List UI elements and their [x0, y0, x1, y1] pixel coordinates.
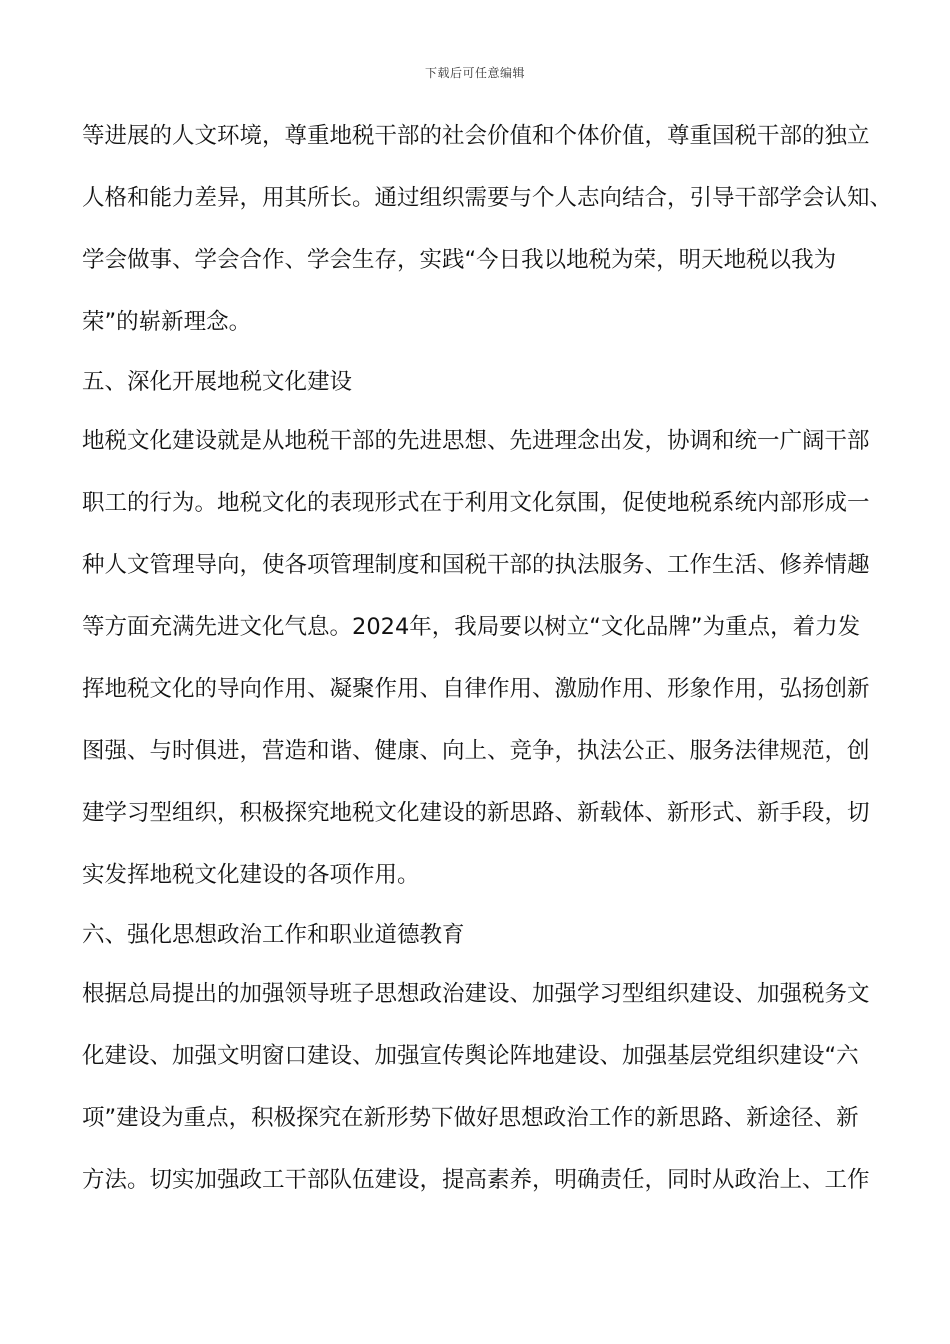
paragraph-line: 种人文管理导向，使各项管理制度和国税干部的执法服务、工作生活、修养情趣: [82, 552, 870, 578]
paragraph-line: 荣”的崭新理念。: [82, 309, 252, 335]
paragraph-line: 根据总局提出的加强领导班子思想政治建设、加强学习型组织建设、加强税务文: [82, 981, 870, 1007]
paragraph-line: 实发挥地税文化建设的各项作用。: [82, 862, 420, 888]
paragraph-line: 等进展的人文环境，尊重地税干部的社会价值和个体价值，尊重国税干部的独立: [82, 123, 870, 149]
section-heading: 五、深化开展地税文化建设: [82, 369, 353, 395]
paragraph-line: 人格和能力差异，用其所长。通过组织需要与个人志向结合，引导干部学会认知、: [82, 185, 893, 211]
paragraph-line: 学会做事、学会合作、学会生存，实践“今日我以地税为荣，明天地税以我为: [82, 247, 837, 273]
paragraph-line: 地税文化建设就是从地税干部的先进思想、先进理念出发，协调和统一广阔干部: [82, 428, 870, 454]
paragraph-line: 项”建设为重点，积极探究在新形势下做好思想政治工作的新思路、新途径、新: [82, 1105, 859, 1131]
page-header-note: 下载后可任意编辑: [424, 66, 525, 80]
paragraph-line: 化建设、加强文明窗口建设、加强宣传舆论阵地建设、加强基层党组织建设“六: [82, 1043, 859, 1069]
section-heading: 六、强化思想政治工作和职业道德教育: [82, 922, 465, 948]
paragraph-line: 挥地税文化的导向作用、凝聚作用、自律作用、激励作用、形象作用，弘扬创新: [82, 676, 870, 702]
paragraph-line: 图强、与时俱进，营造和谐、健康、向上、竞争，执法公正、服务法律规范，创: [82, 738, 870, 764]
paragraph-line: 方法。切实加强政工干部队伍建设，提高素养，明确责任，同时从政治上、工作: [82, 1167, 870, 1193]
paragraph-line: 职工的行为。地税文化的表现形式在于利用文化氛围，促使地税系统内部形成一: [82, 490, 870, 516]
paragraph-line: 建学习型组织，积极探究地税文化建设的新思路、新载体、新形式、新手段，切: [82, 800, 870, 826]
paragraph-line: 等方面充满先进文化气息。2024年，我局要以树立“文化品牌”为重点，着力发: [82, 614, 861, 640]
